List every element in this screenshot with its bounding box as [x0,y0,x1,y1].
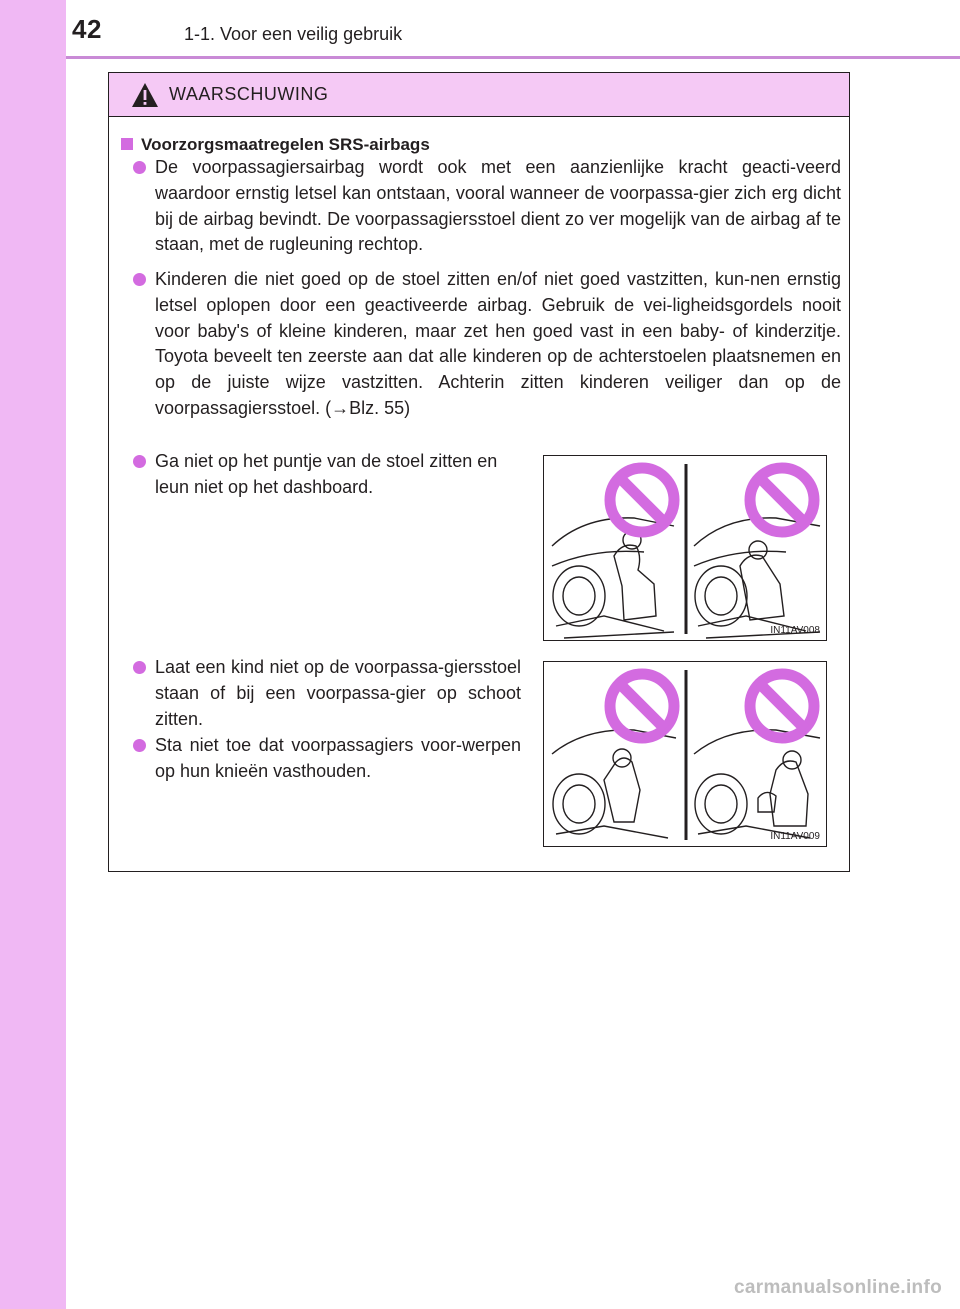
page-sidebar [0,0,66,1309]
bullet-dot-icon [133,739,146,752]
bullet-item [155,155,841,258]
prohibited-sign-icon [610,468,674,532]
illustration-code: IN11AV009 [770,831,820,842]
illustration-drawing [544,456,828,642]
bullet-text: Kinderen die niet goed op de stoel zitten en/of niet goed vastzitten, kun-nen ernstig letsel oplopen door een geactiveerde airbag. Gebruik de vei-ligheidsgordels nooit voor baby's of kleine kinderen, maar zet hen goed vast in een baby- of kinderzitje. Toyota beveelt ten zeerste aan dat alle kinderen op de achterstoelen plaatsnemen en op de juiste wijze vastzitten. Achterin zitten kinderen veiliger dan op de voorpassagiersstoel. (→Blz. 55) [155,269,841,418]
bullet-text: Sta niet toe dat voorpassagiers voor-werpen op hun knieën vasthouden. [155,735,521,781]
prohibited-sign-icon [750,674,814,738]
warning-box [108,72,850,872]
illustration-code: IN11AV008 [770,625,820,636]
bullet-dot-icon [133,455,146,468]
bullet-text: Laat een kind niet op de voorpassa-giersstoel staan of bij een voorpassa-gier op schoot zitten. [155,657,521,729]
bullet-item [155,267,841,422]
prohibited-sign-icon [610,674,674,738]
watermark: carmanualsonline.info [734,1277,942,1298]
section-title: 1-1. Voor een veilig gebruik [184,24,403,44]
bullet-dot-icon [133,273,146,286]
bullet-item [155,655,521,732]
header-divider [66,56,960,59]
bullet-dot-icon [133,661,146,674]
bullet-item [155,733,521,785]
illustration-child-seat [543,661,827,847]
illustration-seat-position [543,455,827,641]
warning-triangle-icon [131,82,159,108]
bullet-text: Ga niet op het puntje van de stoel zitten en leun niet op het dashboard. [155,451,498,497]
bullet-dot-icon [133,161,146,174]
prohibited-sign-icon [750,468,814,532]
bullet-item [155,449,521,501]
page-number: 42 [72,14,102,44]
warning-header [109,73,849,117]
square-bullet-icon [121,138,133,150]
section-heading-text: Voorzorgsmaatregelen SRS-airbags [141,135,430,154]
section-heading [121,135,430,155]
warning-title: WAARSCHUWING [169,84,329,104]
bullet-text: De voorpassagiersairbag wordt ook met een aanzienlijke kracht geacti-veerd waardoor ernstig letsel kan ontstaan, vooral wanneer de voorpassa-gier zich erg dicht bij de airbag bevindt. De voorpassagiersstoel dient zo ver mogelijk van de airbag af te staan, met de rugleuning rechtop. [155,157,841,255]
illustration-drawing [544,662,828,848]
